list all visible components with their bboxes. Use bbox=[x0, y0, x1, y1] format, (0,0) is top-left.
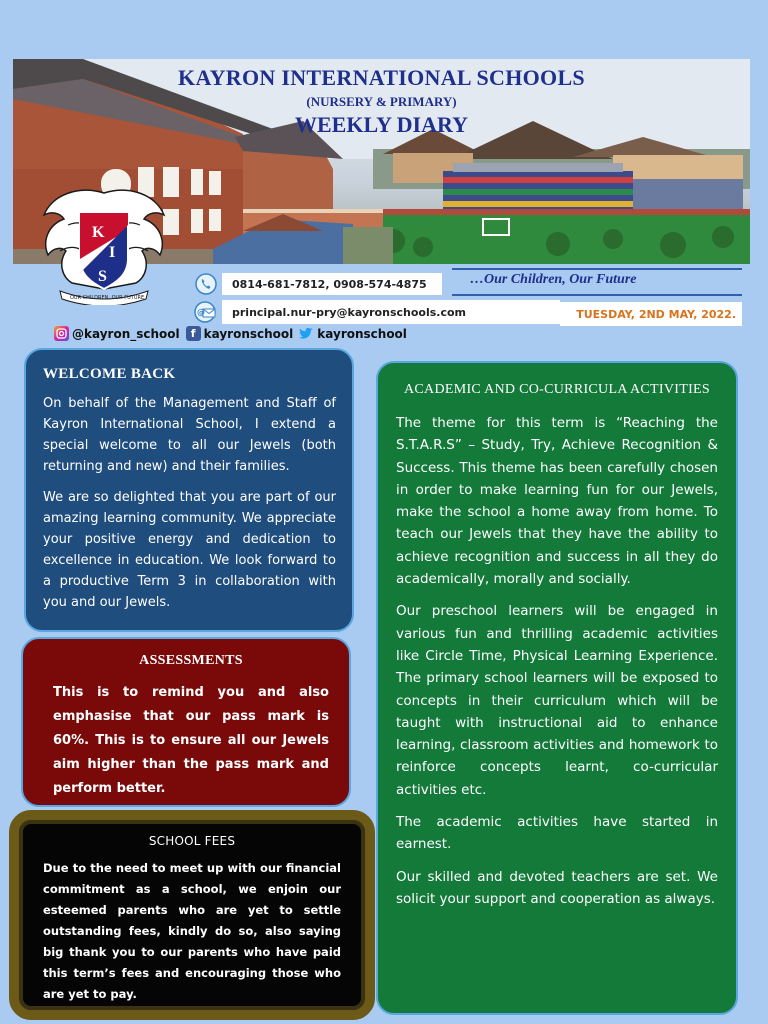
facebook-icon: f bbox=[186, 326, 201, 341]
publication-title: WEEKLY DIARY bbox=[294, 112, 469, 137]
school-tagline: …Our Children, Our Future bbox=[470, 272, 637, 287]
phone-numbers-text: 0814-681-7812, 0908-574-4875 bbox=[232, 277, 427, 291]
issue-date-text: TUESDAY, 2ND MAY, 2022. bbox=[576, 307, 736, 321]
assessments-panel bbox=[21, 637, 351, 807]
academic-paragraph: Our preschool learners will be engaged in various fun and thrilling academic activities like Circle Time, Physical Learning Experience. The primary school learners will be exposed to concepts in their curriculum which will be taught with instructional aid to enhance learning, classroom activities and homework to reinforce concepts learnt, co-curricular activities etc. bbox=[396, 603, 718, 798]
welcome-panel bbox=[24, 348, 354, 632]
academic-paragraph: Our skilled and devoted teachers are set. We solicit your support and cooperation as always. bbox=[396, 868, 718, 907]
twitter-handle: kayronschool bbox=[317, 326, 407, 341]
academic-paragraph: The theme for this term is “Reaching the S.T.A.R.S” – Study, Try, Achieve Recognition & Success. This theme has been carefully chosen in order to make learning fun for our Jewels, make the school a home away from home. To teach our Jewels that they have the ability to achieve recognition and success in all they do academically, morally and socially. bbox=[396, 415, 718, 588]
svg-text:@: @ bbox=[197, 308, 205, 317]
academic-panel bbox=[376, 361, 738, 1015]
school-fees-body: Due to the need to meet up with our financial commitment as a school, we enjoin our esteemed parents who are yet to settle outstanding fees, kindly do so, also saying big thank you to our parents who have paid this term’s fees and encouraging those who are yet to pay. bbox=[43, 861, 341, 1001]
crest-motto: OUR CHILDREN, OUR FUTURE bbox=[70, 295, 145, 301]
academic-paragraph: The academic activities have started in earnest. bbox=[396, 814, 718, 853]
facebook-link[interactable] bbox=[186, 326, 294, 341]
email-address[interactable] bbox=[222, 300, 560, 324]
school-section: (NURSERY & PRIMARY) bbox=[306, 94, 457, 109]
tagline-rule-bottom bbox=[452, 294, 742, 296]
social-links bbox=[54, 326, 407, 341]
welcome-paragraph: We are so delighted that you are part of our amazing learning community. We appreciate your positive energy and dedication to excellence in education. We look forward to a productive Term 3 in collaboration with you and our Jewels. bbox=[43, 490, 336, 610]
phone-numbers[interactable] bbox=[222, 273, 442, 295]
facebook-handle: kayronschool bbox=[203, 326, 294, 341]
school-fees-panel bbox=[9, 810, 375, 1020]
twitter-icon bbox=[299, 326, 314, 341]
crest-letter-i: I bbox=[109, 244, 116, 261]
email-address-text: principal.nur-pry@kayronschools.com bbox=[232, 305, 466, 319]
welcome-paragraph: On behalf of the Management and Staff of Kayron International School, I extend a special welcome to all our Jewels (both returning and new) and their families. bbox=[43, 396, 336, 474]
crest-letter-s: S bbox=[98, 268, 107, 285]
instagram-icon bbox=[54, 326, 69, 341]
instagram-link[interactable] bbox=[54, 326, 180, 341]
crest-letter-k: K bbox=[92, 224, 105, 241]
issue-date bbox=[560, 302, 742, 326]
twitter-link[interactable] bbox=[299, 326, 407, 341]
tagline-rule-top bbox=[452, 268, 742, 270]
assessments-body: This is to remind you and also emphasise that our pass mark is 60%. This is to ensure all our Jewels aim higher than the pass mark and perform better. bbox=[53, 685, 329, 796]
phone-icon bbox=[194, 272, 218, 296]
school-fees-title: SCHOOL FEES bbox=[148, 834, 236, 848]
school-crest-logo bbox=[38, 185, 170, 305]
school-name: KAYRON INTERNATIONAL SCHOOLS bbox=[178, 65, 585, 90]
assessments-title: ASSESSMENTS bbox=[139, 653, 243, 668]
academic-title: ACADEMIC AND CO-CURRICULA ACTIVITIES bbox=[404, 382, 710, 397]
email-icon bbox=[194, 300, 218, 324]
instagram-handle: @kayron_school bbox=[72, 326, 180, 341]
welcome-title: WELCOME BACK bbox=[43, 366, 176, 382]
